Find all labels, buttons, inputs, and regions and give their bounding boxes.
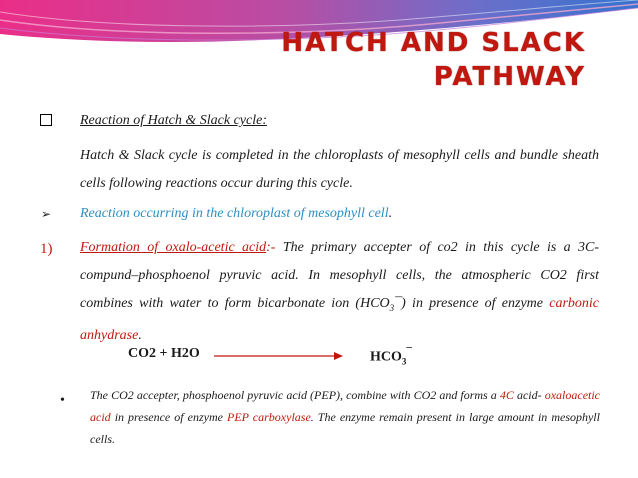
point-2-text-3: in presence of enzyme [110,410,227,424]
point-2-paragraph [90,384,600,450]
title-line-1: HATCH AND SLACK [281,28,586,58]
intro-paragraph: Hatch & Slack cycle is completed in the chloroplasts of mesophyll cells and bundle sheath cells following reactions occur during this cycle. [80,148,599,191]
section-heading: Reaction of Hatch & Slack cycle: [80,113,267,128]
equation-right [370,346,412,366]
checkbox-bullet-icon [40,114,52,126]
point-2-c4: 4C [499,388,514,402]
point-2-enzyme: PEP carboxylase [227,410,311,424]
sub-heading-period: . [388,206,393,221]
equation-right-base: HCO [370,349,402,365]
point-2-text-4: . The enzyme remain present in large amount in mesophyll cells. [90,410,600,446]
point-1-subscript: 3 [389,302,395,313]
sub-heading-text: Reaction occurring in the chloroplast of mesophyll cell [80,206,389,221]
point-2-oaa: oxaloacetic acid [90,388,601,424]
title-line-2: PATHWAY [433,62,586,92]
point-1-paragraph [80,234,599,350]
point-1-separator: :- [266,240,276,255]
point-number-1: 1) [40,241,53,257]
sub-heading [80,206,392,222]
reaction-arrow-icon [214,349,344,363]
point-2-text-1: The CO2 accepter, phosphoenol pyruvic acid (PEP), combine with CO2 and forms a [90,388,500,402]
point-1-end: . [138,327,142,343]
arrow-bullet-icon: ➢ [41,207,52,221]
point-1-enzyme: carbonic anhydrase [80,296,599,343]
equation-right-subscript: 3 [401,356,407,367]
round-bullet-icon: • [60,393,65,408]
point-1-text-a: The primary accepter of co2 in this cycle is a 3C-compund–phosphoenol pyruvic acid. In mesophyll cells, the atmospheric CO2 first combines with water to form bicarbonate ion (HCO [80,240,599,311]
point-2-text-2: acid- [513,388,545,402]
point-1-label: Formation of oxalo-acetic acid [80,240,267,255]
equation-right-superscript: ¯ [406,346,412,358]
point-1-text-b: ¯) in presence of enzyme [394,296,550,311]
slide-title [281,26,586,94]
equation-left: CO2 + H2O [128,346,200,361]
